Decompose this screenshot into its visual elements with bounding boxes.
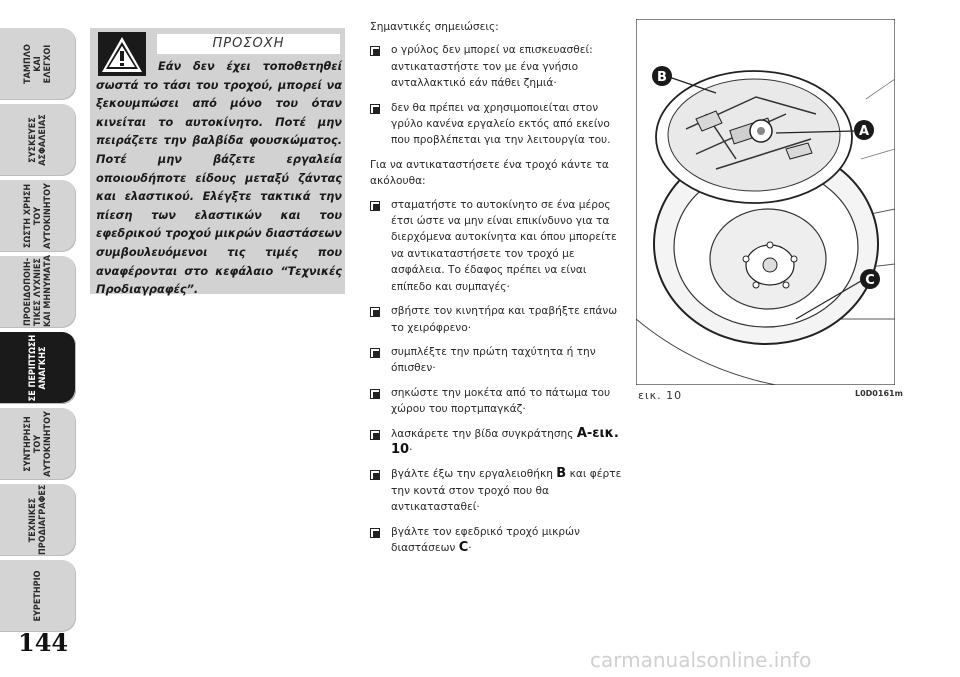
step-text-after: · (409, 443, 413, 456)
callout-b (652, 66, 672, 86)
section-tab[interactable] (0, 104, 76, 176)
step-item (370, 385, 626, 418)
section-tab-label: ΠΡΟΕΙΔΟΠΟΙΗ- ΤΙΚΕΣ ΛΥΧΝΙΕΣ ΚΑΙ ΜΗΝΥΜΑΤΑ (23, 255, 53, 327)
figure-caption: εικ. 10 (638, 389, 683, 402)
step-item (370, 466, 626, 515)
bullet-box-icon (370, 389, 380, 399)
note-item (370, 42, 626, 91)
step-reference: C (458, 539, 469, 555)
note-item (370, 100, 626, 149)
step-reference: A-εικ. 10 (391, 425, 619, 457)
section-tab-label: ΤΕΧΝΙΚΕΣ ΠΡΟΔΙΑΓΡΑΦΕΣ (28, 484, 48, 555)
step-text-after: και φέρτε την κοντά στον τροχό που θα αντικατασταθεί· (391, 468, 622, 514)
page-number: 144 (18, 628, 69, 657)
section-tab-label: ΣΕ ΠΕΡΙΠΤΩΣΗ ΑΝΑΓΚΗΣ (28, 334, 48, 402)
callout-b-label: B (657, 70, 667, 85)
step-text: σταματήστε το αυτοκίνητο σε ένα μέρος έτσι ώστε να μην είναι επικίνδυνο για τα διερχόμενα αυτοκίνητα και όπου μπορείτε να αντικαταστήσετε τον τροχό με ασφάλεια. Το έδαφος πρέπει να είναι επίπεδο και συμπαγές· (391, 198, 617, 293)
bullet-box-icon (370, 46, 380, 56)
step-item (370, 344, 626, 377)
section-tab-label: ΣΥΣΚΕΥΕΣ ΑΣΦΑΛΕΙΑΣ (28, 114, 48, 166)
callout-c-label: C (865, 273, 875, 288)
watermark: carmanualsonline.info (590, 648, 812, 672)
section-tab[interactable] (0, 408, 76, 480)
section-tab-label: ΕΥΡΕΤΗΡΙΟ (33, 570, 43, 622)
bullet-box-icon (370, 307, 380, 317)
section-tab[interactable] (0, 484, 76, 556)
step-reference: B (556, 466, 567, 482)
bullet-box-icon (370, 201, 380, 211)
section-tab-label: ΣΥΝΤΗΡΗΣΗ ΤΟΥ ΑΥΤΟΚΙΝΗΤΟΥ (23, 411, 53, 477)
step-text: βγάλτε έξω την εργαλειοθήκη (391, 468, 557, 481)
bullet-box-icon (370, 470, 380, 480)
section-tab[interactable] (0, 180, 76, 252)
section-tab[interactable] (0, 332, 76, 404)
step-item (370, 524, 626, 557)
step-text-after: · (468, 541, 472, 554)
callout-a-label: A (858, 124, 870, 139)
section-tab[interactable] (0, 560, 76, 632)
section-tab[interactable] (0, 28, 76, 100)
instructions-column (370, 19, 626, 564)
step-item (370, 303, 626, 336)
bullet-box-icon (370, 430, 380, 440)
note-text: δεν θα πρέπει να χρησιμοποιείται στον γρύλο κανένα εργαλείο εκτός από εκείνο που προβλέπεται για την λειτουργία του. (391, 101, 611, 147)
step-text: συμπλέξτε την πρώτη ταχύτητα ή την όπισθεν· (391, 345, 596, 375)
step-text: σηκώστε την μοκέτα από το πάτωμα του χώρου του πορτμπαγκάζ· (391, 386, 611, 416)
section-tab-label: ΤΑΜΠΛΟ ΚΑΙ ΕΛΕΓΧΟΙ (23, 44, 53, 84)
bullet-box-icon (370, 104, 380, 114)
callout-a (854, 120, 874, 140)
spare-wheel-illustration (636, 19, 895, 385)
section-tab-label: ΣΩΣΤΗ ΧΡΗΣΗ ΤΟΥ ΑΥΤΟΚΙΝΗΤΟΥ (23, 183, 53, 249)
bullet-box-icon (370, 528, 380, 538)
bullet-box-icon (370, 348, 380, 358)
steps-intro: Για να αντικαταστήσετε ένα τροχό κάντε τα ακόλουθα: (370, 158, 609, 188)
step-item (370, 197, 626, 295)
step-item (370, 426, 626, 459)
notes-heading: Σημαντικές σημειώσεις: (370, 21, 499, 33)
note-text: ο γρύλος δεν μπορεί να επισκευασθεί: αντικαταστήστε τον με ένα γνήσιο ανταλλακτικό εάν πάθει ζημιά· (391, 44, 593, 90)
callout-c (860, 269, 880, 289)
step-text: βγάλτε τον εφεδρικό τροχό μικρών διαστάσεων (391, 525, 580, 554)
step-text: σβήστε τον κινητήρα και τραβήξτε επάνω το χειρόφρενο· (391, 305, 618, 334)
warning-text: Εάν δεν έχει τοποθετηθεί σωστά το τάσι του τροχού, μπορεί να ξεκουμπώσει από μόνο του όταν κινείται το αυτοκίνητο. Ποτέ μην πειράζετε την βαλβίδα φουσκώματος. Ποτέ μην βάζετε εργαλεία οποιουδήποτε είδους μεταξύ ζάντας και ελαστικού. Ελέγξτε τακτικά την πίεση των ελαστικών και του εφεδρικού τροχού μικρών διαστάσεων συμβουλευόμενοι τις τιμές που αναφέρονται στο κεφάλαιο “Τεχνικές Προδιαγραφές”. (96, 60, 342, 297)
step-text: λασκάρετε την βίδα συγκράτησης (391, 427, 577, 440)
warning-title: ΠΡΟΣΟΧΗ (157, 34, 340, 54)
figure-code: L0D0161m (855, 389, 903, 398)
section-tab[interactable] (0, 256, 76, 328)
warning-box (90, 28, 345, 297)
